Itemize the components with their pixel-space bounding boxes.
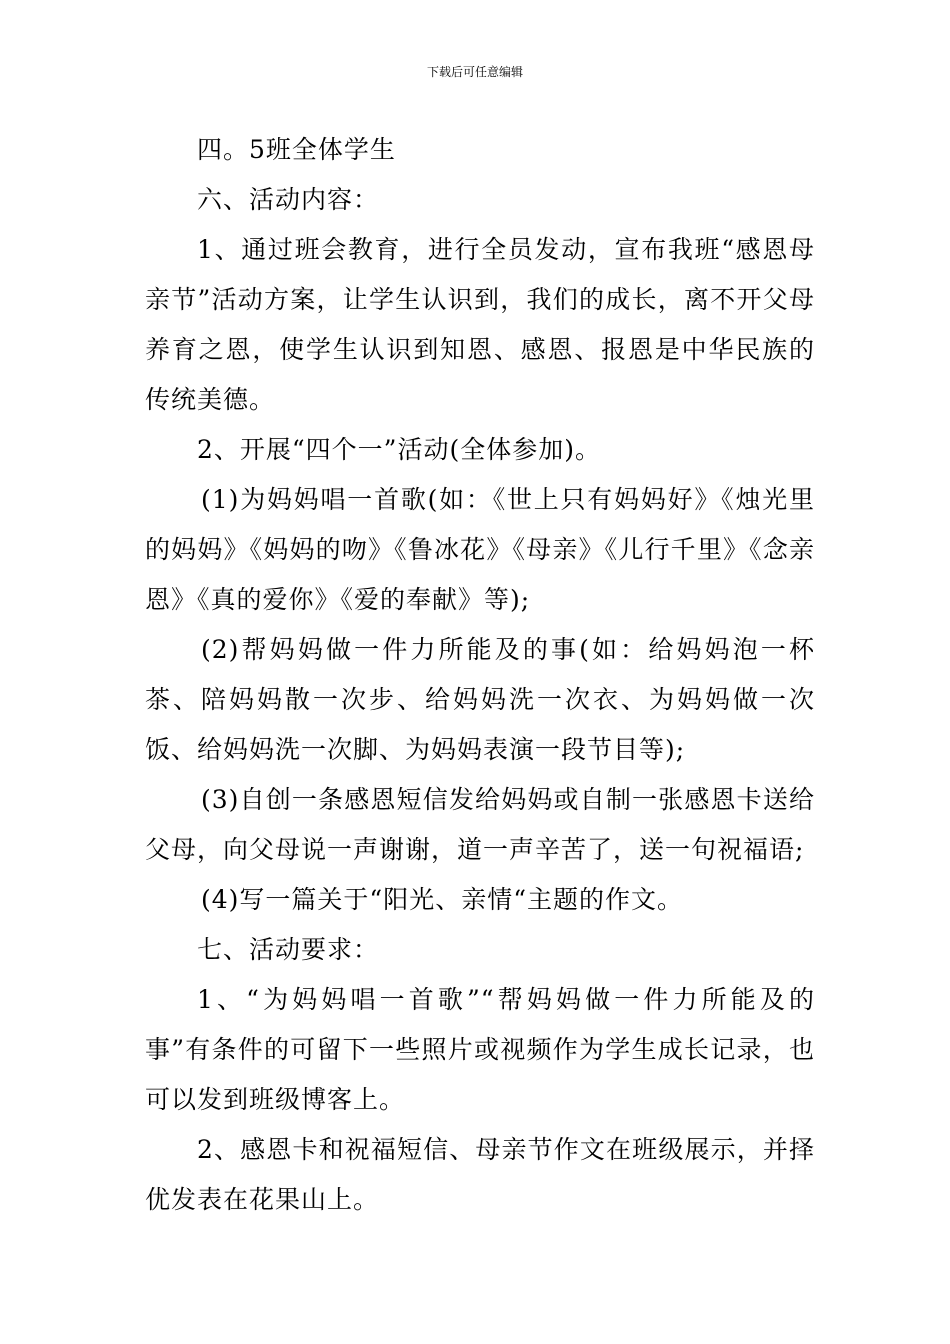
paragraph-item-2: 2、开展“四个一”活动(全体参加)。 bbox=[197, 435, 601, 464]
section-heading-activity-requirements: 七、活动要求： bbox=[197, 935, 380, 964]
page-header-note: 下载后可任意编辑 bbox=[426, 65, 523, 79]
paragraph-subitem-1: (1)为妈妈唱一首歌(如：《世上只有妈妈好》《烛光里的妈妈》《妈妈的吻》《鲁冰花》《母亲》《儿行千里》《念亲恩》《真的爱你》《爱的奉献》等); bbox=[145, 485, 815, 614]
paragraph-item-1: 1、通过班会教育，进行全员发动，宣布我班“感恩母亲节”活动方案，让学生认识到，我们的成长，离不开父母养育之恩，使学生认识到知恩、感恩、报恩是中华民族的传统美德。 bbox=[145, 235, 815, 414]
paragraph-subitem-2: (2)帮妈妈做一件力所能及的事(如：给妈妈泡一杯茶、陪妈妈散一次步、给妈妈洗一次衣、为妈妈做一次饭、给妈妈洗一次脚、为妈妈表演一段节目等); bbox=[145, 635, 815, 764]
paragraph-requirement-2: 2、感恩卡和祝福短信、母亲节作文在班级展示，并择优发表在花果山上。 bbox=[145, 1135, 815, 1214]
paragraph-subitem-4: (4)写一篇关于“阳光、亲情“主题的作文。 bbox=[201, 885, 683, 914]
paragraph-requirement-1: 1、“为妈妈唱一首歌”“帮妈妈做一件力所能及的事”有条件的可留下一些照片或视频作为学生成长记录，也可以发到班级博客上。 bbox=[145, 985, 815, 1114]
section-heading-activity-content: 六、活动内容： bbox=[197, 185, 380, 214]
document-body bbox=[145, 125, 815, 1225]
paragraph-subitem-3: (3)自创一条感恩短信发给妈妈或自制一张感恩卡送给父母，向父母说一声谢谢，道一声辛苦了，送一句祝福语; bbox=[145, 785, 815, 864]
paragraph-class-participants: 四。5班全体学生 bbox=[197, 135, 396, 164]
